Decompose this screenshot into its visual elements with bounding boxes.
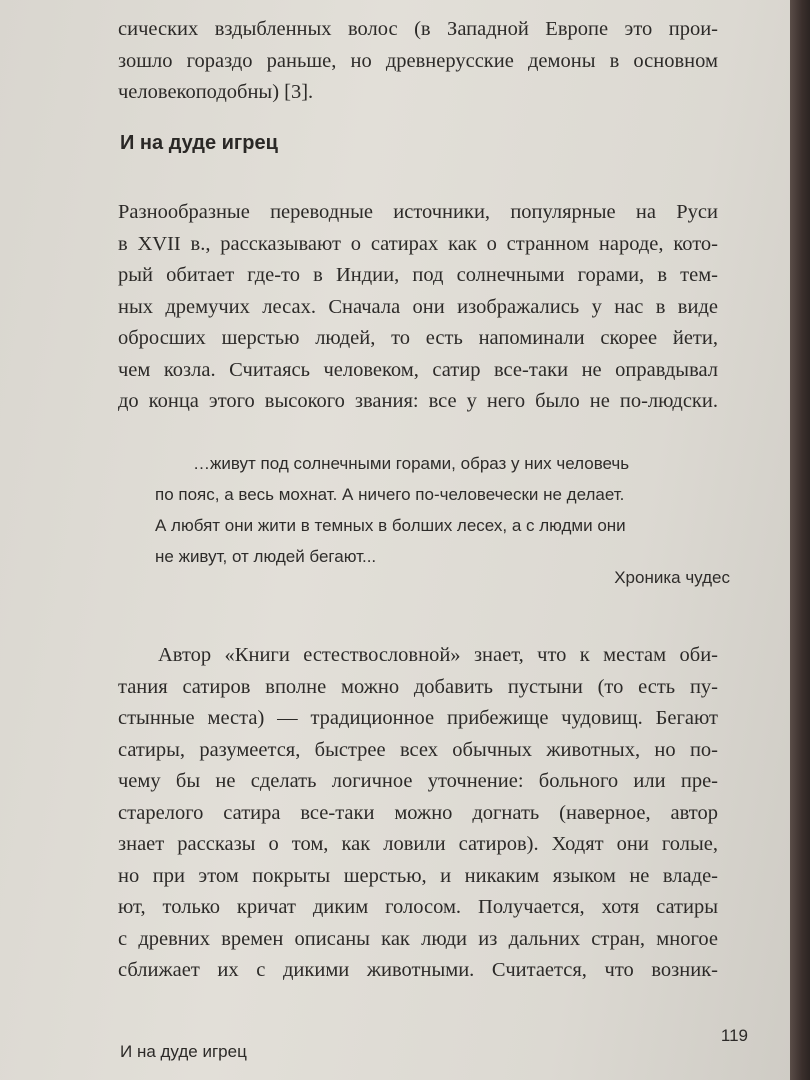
text-line: но при этом покрыты шерстью, и никаким языком не владе- (118, 864, 718, 887)
text-line: в XVII в., рассказывают о сатирах как о странном народе, кото- (118, 232, 718, 255)
quote-line: …живут под солнечными горами, образ у них человечь (193, 454, 630, 473)
book-edge (790, 0, 810, 1080)
text-line: рый обитает где-то в Индии, под солнечными горами, в тем- (118, 264, 718, 286)
text-line: ных дремучих лесах. Сначала они изображались у нас в виде (118, 295, 718, 318)
text-line: сических вздыбленных волос (в Западной Европе это прои- (118, 18, 718, 40)
quote-source: Хроника чудес (614, 568, 730, 587)
running-title: И на дуде игрец (120, 1042, 247, 1061)
text-line: сатиры, разумеется, быстрее всех обычных животных, но по- (118, 738, 718, 761)
text-line: чем козла. Считаясь человеком, сатир все-таки не оправдывал (118, 358, 718, 381)
paragraph-2 (118, 640, 718, 987)
text-line: чему бы не сделать логичное уточнение: больного или пре- (118, 770, 718, 792)
text-line: зошло гораздо раньше, но древнерусские демоны в основном (118, 49, 718, 72)
quote-line: А любят они жити в темных в болших лесех, а с людми они (155, 516, 626, 535)
text-line: до конца этого высокого звания: все у него было не по-людски. (118, 390, 718, 412)
text-line: с древних времен описаны как люди из дальних стран, многое (118, 927, 718, 950)
text-line: ют, только кричат диким голосом. Получается, хотя сатиры (118, 896, 718, 918)
quote-block (155, 448, 723, 572)
top-paragraph (118, 14, 718, 109)
text-line: тания сатиров вполне можно добавить пустыни (то есть пу- (118, 675, 718, 698)
quote-line: по пояс, а весь мохнат. А ничего по-человечески не делает. (155, 485, 625, 504)
text-line: Автор «Книги естествословной» знает, что к местам оби- (158, 644, 718, 666)
text-line: старелого сатира все-таки можно догнать (наверное, автор (118, 801, 718, 824)
quote-line: не живут, от людей бегают... (155, 547, 377, 566)
paragraph-1 (118, 197, 718, 418)
text-line: человекоподобны) [3]. (118, 81, 314, 103)
page-number: 119 (720, 1026, 748, 1045)
text-line: знает рассказы о том, как ловили сатиров). Ходят они голые, (118, 833, 718, 855)
section-heading: И на дуде игрец (120, 132, 278, 154)
text-line: стынные места) — традиционное прибежище чудовищ. Бегают (118, 707, 718, 729)
text-line: обросших шерстью людей, то есть напоминали скорее йети, (118, 327, 718, 349)
text-line: Разнообразные переводные источники, популярные на Руси (118, 201, 718, 223)
text-line: сближает их с дикими животными. Считается, что возник- (118, 959, 718, 981)
